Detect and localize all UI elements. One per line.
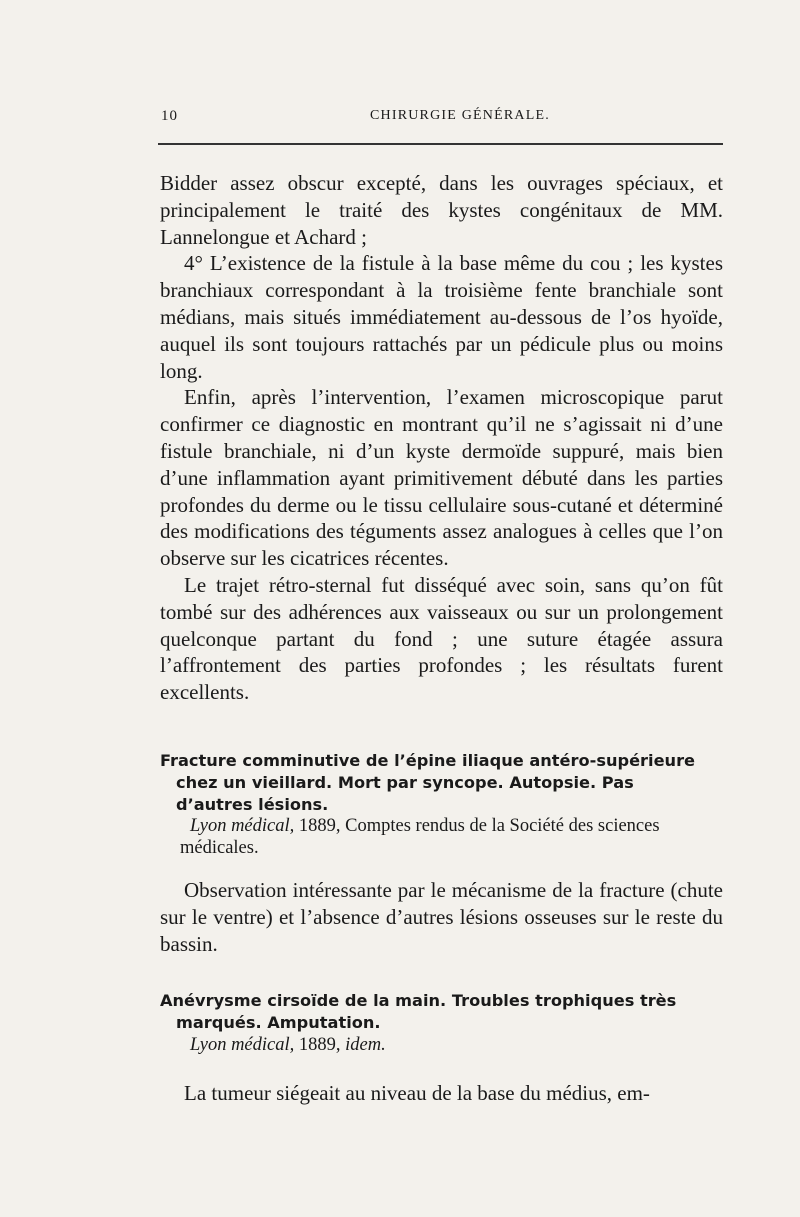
paragraph-fistule-base: 4° L’existence de la fistule à la base même du cou ; les kystes branchiaux correspondant à la troisième fente branchiale sont médians, mais situés immédiatement au-dessous de l’os hyoïde, auquel ils sont toujours rattachés par un pédicule plus ou moins long. [160,251,723,383]
article-reference-fracture [180,815,723,859]
article-reference-anevrysme [190,1034,723,1056]
page-header [155,106,723,136]
reference-journal: Lyon médical, [190,1035,295,1055]
article-title-fracture [160,750,723,816]
reference-details: 1889, Comptes rendus de la Société des sciences [294,816,660,836]
reference-journal: Lyon médical, [190,816,295,836]
title-line-1: Anévrysme cirsoïde de la main. Troubles trophiques très [160,991,677,1010]
title-line-2: chez un vieillard. Mort par syncope. Autopsie. Pas [176,773,634,792]
running-head: CHIRURGIE GÉNÉRALE. [370,108,550,123]
title-line-3: d’autres lésions. [176,795,329,814]
article-title-anevrysme [160,990,723,1034]
paragraph-tumeur: La tumeur siégeait au niveau de la base du médius, em- [184,1081,650,1105]
article-body-anevrysme [160,1080,723,1107]
paragraph-examen-microscopique: Enfin, après l’intervention, l’examen microscopique parut confirmer ce diagnostic en montrant qu’il ne s’agissait ni d’une fistule branchiale, ni d’un kyste dermoïde suppuré, mais bien d’une inflammation ayant primitivement débuté dans les parties profondes du derme ou le tissu cellulaire sous-cutané et déterminé des modifications des téguments assez analogues à celles que l’on observe sur les cicatrices récentes. [160,385,723,571]
paragraph-observation: Observation intéressante par le mécanisme de la fracture (chute sur le ventre) et l’absence d’autres lésions osseuses sur le reste du bassin. [160,878,723,956]
paragraph-trajet-retro-sternal: Le trajet rétro-sternal fut disséqué avec soin, sans qu’on fût tombé sur des adhérences aux vaisseaux ou sur un prolongement quelconque partant du fond ; une suture étagée assura l’affrontement des parties profondes ; les résultats furent excellents. [160,572,723,705]
reference-line-2: médicales. [180,838,259,858]
page-number: 10 [161,108,178,124]
title-line-1: Fracture comminutive de l’épine iliaque antéro-supérieure [160,751,696,770]
reference-year: 1889, [294,1035,346,1055]
title-line-2: marqués. Amputation. [176,1013,381,1032]
article-body-fracture [160,877,723,957]
reference-idem: idem. [345,1035,386,1055]
section-continued-text [160,170,723,706]
paragraph-bidder: Bidder assez obscur excepté, dans les ouvrages spéciaux, et principalement le traité des kystes congénitaux de MM. Lannelongue et Achard ; [160,171,723,249]
header-rule [158,143,723,145]
